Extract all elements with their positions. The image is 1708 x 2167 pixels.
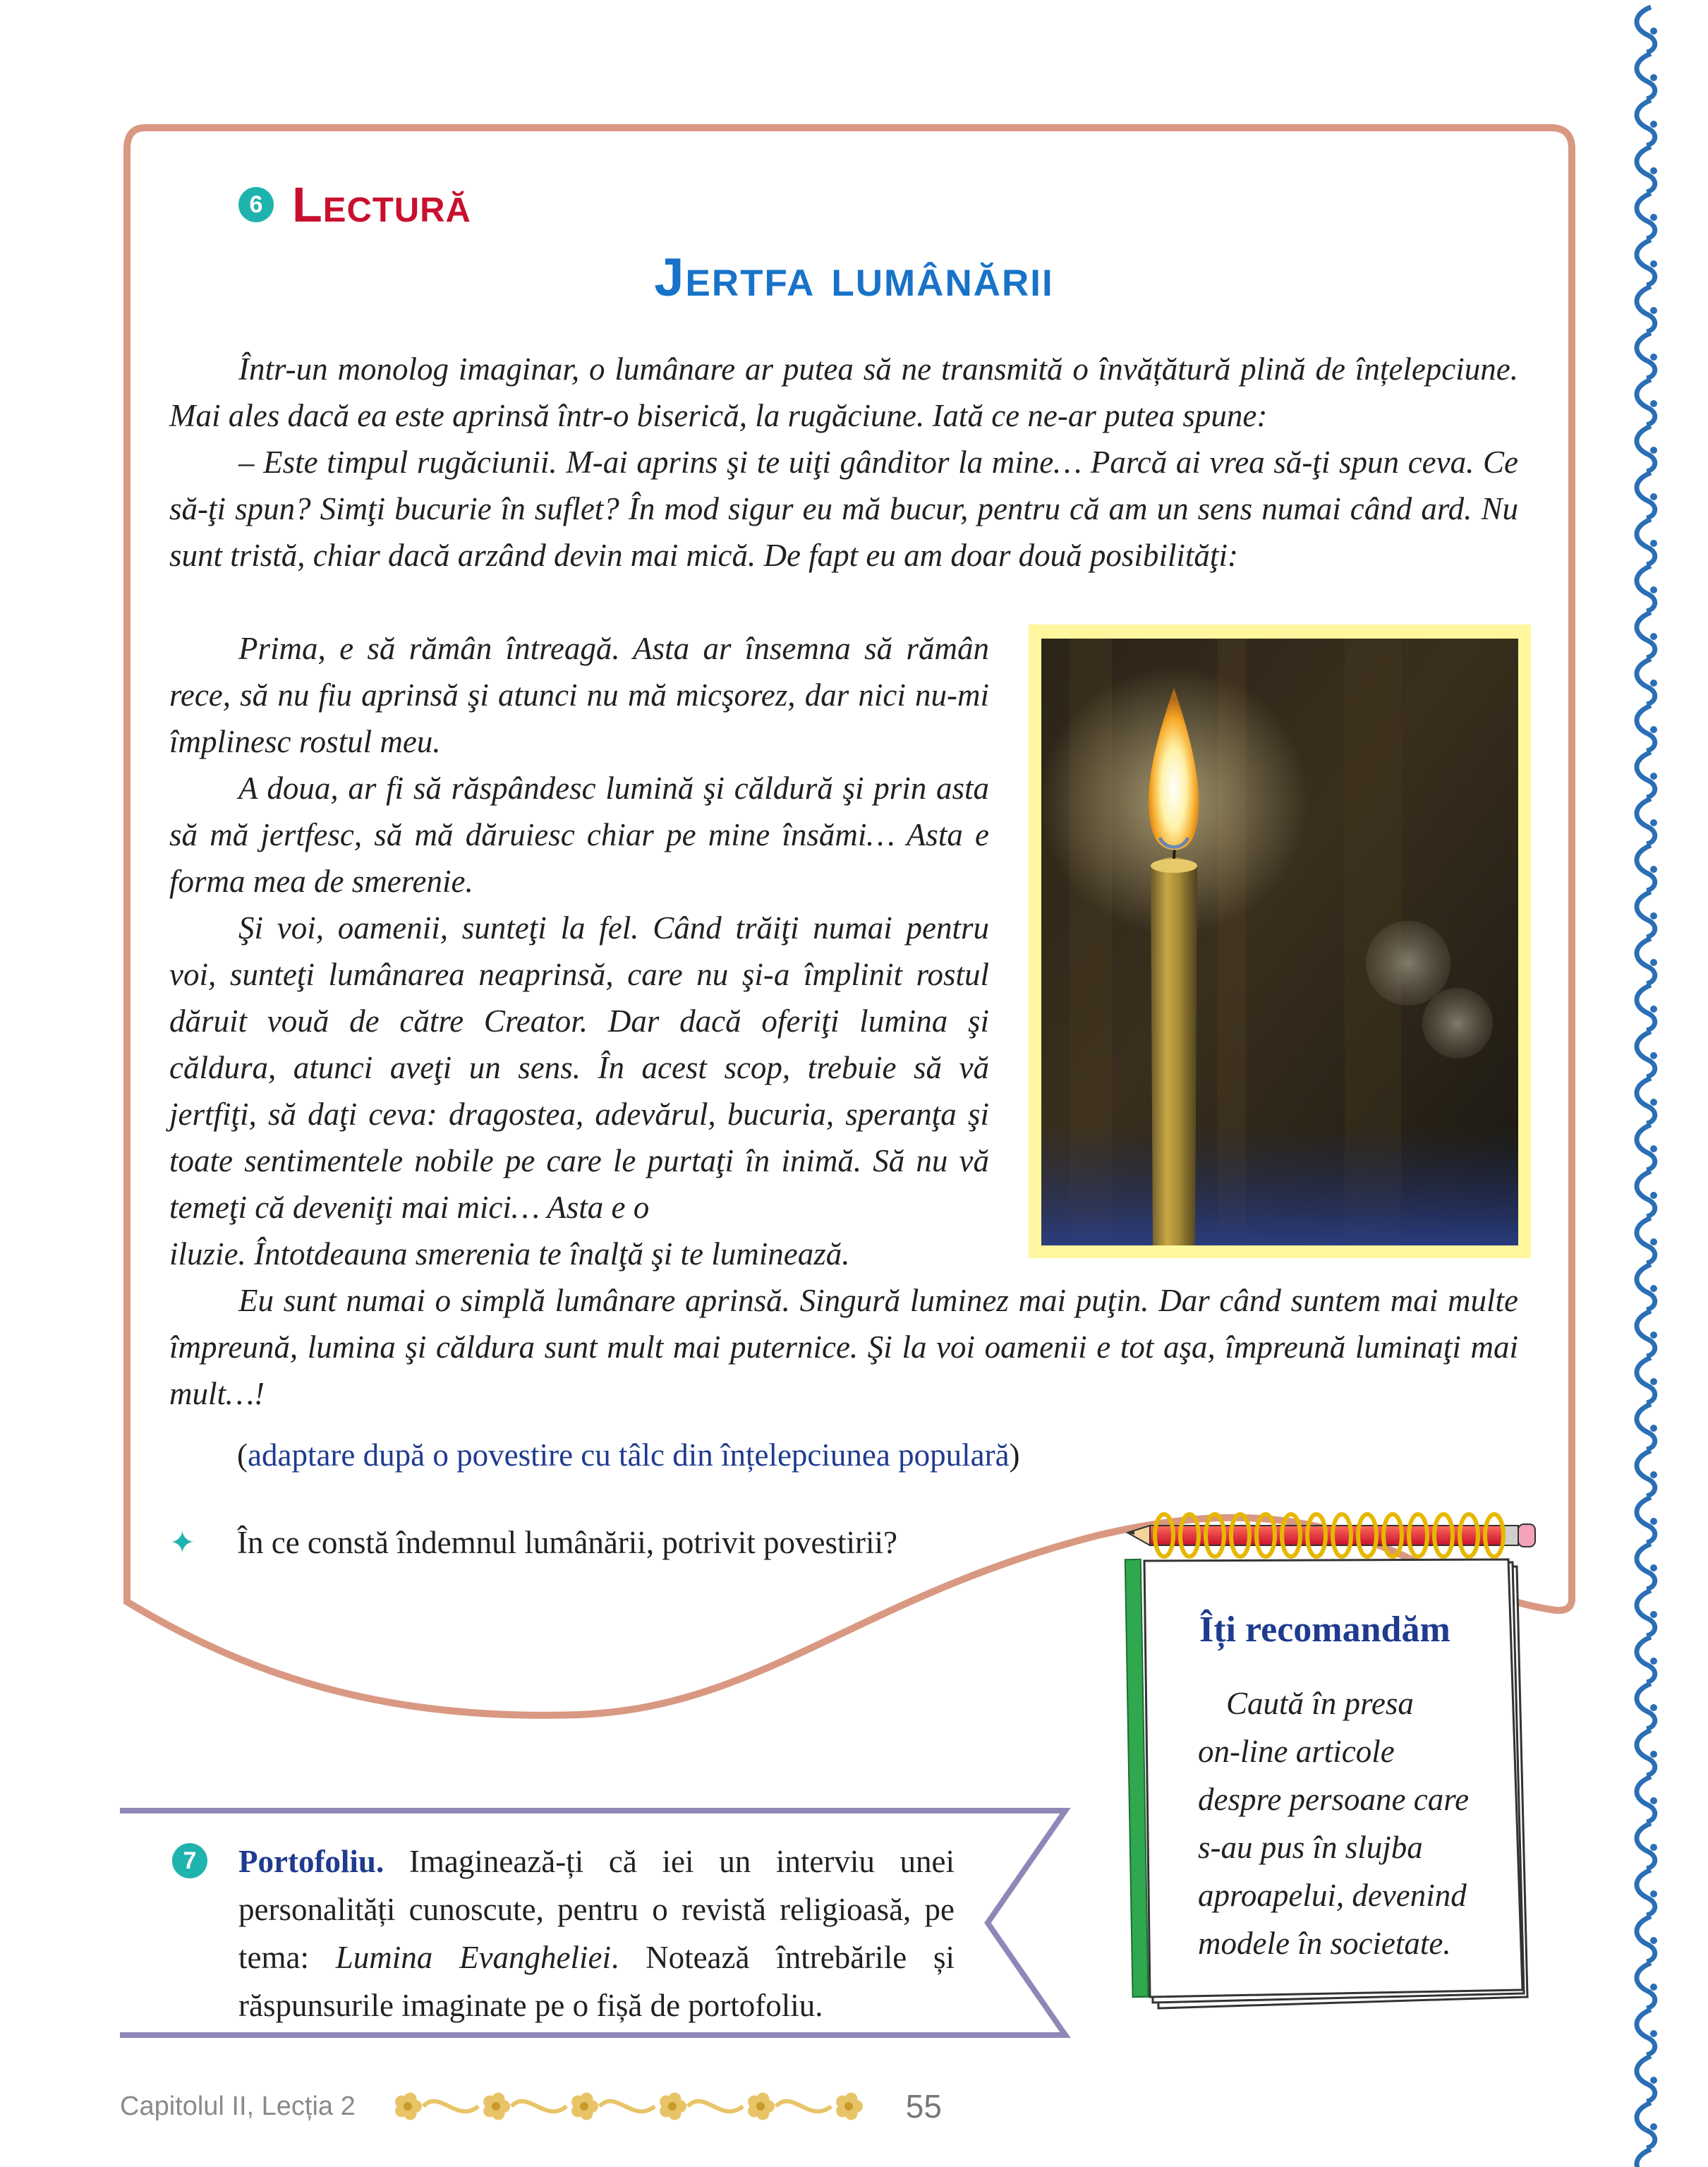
question-row: [169, 1524, 897, 1561]
question-text: În ce constă îndemnul lumânării, potrivit povestirii?: [237, 1525, 898, 1560]
story-paragraph-second-option: A doua, ar fi să răspândesc lumină şi căldură şi prin asta să mă jertfesc, să mă dăruiesc chiar pe mine însămi… Asta e forma mea de smerenie.: [169, 771, 989, 899]
story-source: (adaptare după o povestire cu tâlc din înțelepciunea populară): [237, 1437, 1020, 1473]
candle-photo: [1041, 639, 1518, 1245]
section-heading: [238, 176, 471, 233]
story-paragraph-first-option: Prima, e să rămân întreagă. Asta ar însemna să rămân rece, să nu fiu aprinsă şi atunci nu mă micşorez, dar nici nu-mi împlinesc rostul meu.: [169, 631, 989, 759]
sparkle-icon: ✦: [169, 1525, 195, 1560]
page-footer: [120, 2082, 942, 2131]
story-paragraph-people: Şi voi, oamenii, sunteţi la fel. Când trăiţi numai pentru voi, sunteţi lumânarea neaprinsă, care nu şi-a împlinit rostul dăruit vouă de către Creator. Dar dacă oferiţi lumina şi căldura, atunci aveţi un sens. În acest scop, trebuie să vă jertfiţi, să daţi ceva: dragostea, adevărul, bucuria, speranţa şi toate sentimentele nobile pe care le purtaţi în inimă. Să nu vă temeţi că deveniţi mai mici… Asta e o: [169, 910, 989, 1225]
section-title: Lectură: [292, 177, 471, 232]
floral-ornament-icon: [373, 2082, 895, 2131]
story-source-text: adaptare după o povestire cu tâlc din înțelepciunea populară: [248, 1437, 1010, 1473]
recommendation-text: Caută în presa on-line articole despre persoane care s-au pus în slujba aproapelui, devenind modele în societate.: [1198, 1686, 1470, 1961]
story-paragraph-candle-speech: – Este timpul rugăciunii. M-ai aprins şi te uiţi gânditor la mine… Parcă ai vrea să-ţi spun ceva. Ce să-ţi spun? Simţi bucurie în suflet? În mod sigur eu mă bucur, pentru că am un sens numai când ard. Nu sunt tristă, chiar dacă arzând devin mai mică. De fapt eu am doar două posibilităţi:: [169, 445, 1518, 573]
side-decorative-border: [1623, 0, 1679, 2167]
story-paragraph-intro: Într-un monolog imaginar, o lumânare ar putea să ne transmită o învățătură plină de înțelepciune. Mai ales dacă ea este aprinsă într-o biserică, la rugăciune. Iată ce ne-ar putea spune:: [169, 351, 1518, 433]
portfolio-label: Portofoliu.: [238, 1844, 384, 1879]
portfolio-topic: Lumina Evangheliei: [335, 1940, 612, 1975]
page-number: 55: [905, 2088, 942, 2125]
story-title: Jertfa lumânării: [654, 248, 1054, 308]
story-paragraph-closing: Eu sunt numai o simplă lumânare aprinsă. Singură luminez mai puţin. Dar când suntem mai multe împreună, lumina şi căldura sunt mult mai puternice. Şi la voi oamenii e tot aşa, împreună luminaţi mai mult…!: [169, 1283, 1518, 1411]
chapter-label: Capitolul II, Lecția 2: [120, 2091, 356, 2121]
recommendation-title: Îți recomandăm: [1199, 1610, 1450, 1650]
portfolio-task: Portofoliu. Imaginează-ți că iei un interviu unei personalități cunoscute, pentru o revistă religioasă, pe tema: Lumina Evangheliei. Notează întrebările și răspunsurile imaginate pe o fișă de portofoliu.: [238, 1844, 955, 2023]
story-paragraph-people-end: iluzie. Întotdeauna smerenia te înalţă şi te luminează.: [169, 1236, 850, 1272]
section-number-badge: 6: [238, 187, 274, 222]
portfolio-number-badge: 7: [172, 1843, 207, 1878]
